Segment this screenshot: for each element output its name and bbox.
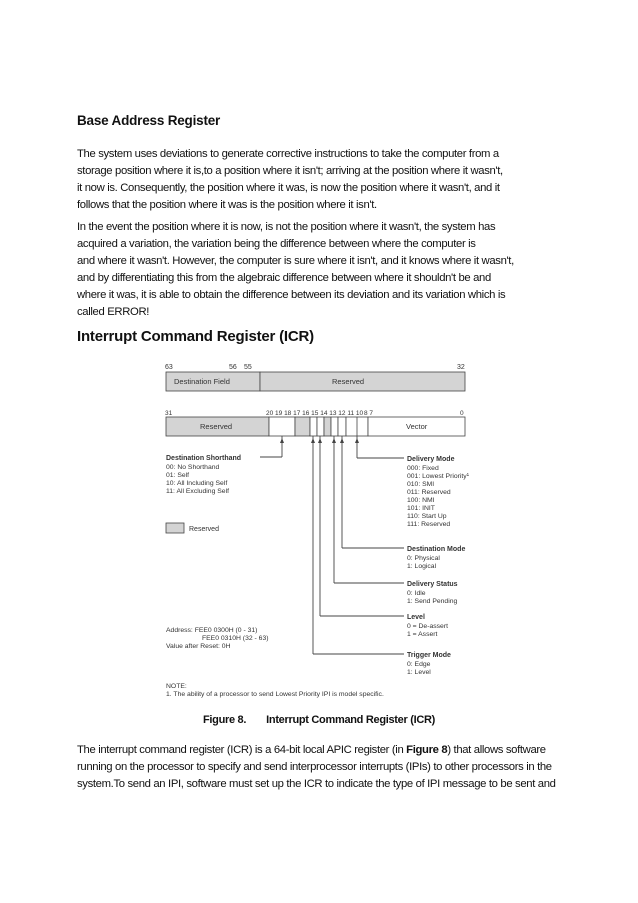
- note-text: 1. The ability of a processor to send Lowest Priority IPI is model specific.: [166, 691, 384, 698]
- bit-label-56: 56: [229, 364, 237, 371]
- text-line: called ERROR!: [77, 306, 150, 318]
- bit-labels-8-7: 8 7: [364, 410, 374, 417]
- bit-labels-mid: 20 19 18 17 16 15 14 13 12 11 10: [266, 410, 364, 417]
- section-heading-icr: Interrupt Command Register (ICR): [77, 328, 314, 345]
- bit-label-55: 55: [244, 364, 252, 371]
- icr-register-diagram: [160, 358, 480, 710]
- text-line: it now is. Consequently, the position where it was, is now the position where it wasn't, and it: [77, 182, 500, 194]
- bit-19-18-box: [269, 417, 295, 436]
- delivery-status-item: 0: Idle: [407, 590, 426, 597]
- bit-15-box: [310, 417, 317, 436]
- bit-label-63: 63: [165, 364, 173, 371]
- text-fragment: The interrupt command register (ICR) is a 64-bit local APIC register (in: [77, 744, 407, 756]
- delivery-mode-item: 100: NMI: [407, 497, 435, 504]
- text-line: [77, 742, 567, 759]
- text-line: running on the processor to specify and send interprocessor interrupts (IPIs) to other processors in the: [77, 761, 552, 773]
- destination-shorthand-item: 01: Self: [166, 472, 190, 479]
- delivery-mode-item: 111: Reserved: [407, 521, 451, 528]
- destination-field-label: Destination Field: [174, 377, 230, 386]
- delivery-mode-item: 010: SMI: [407, 481, 435, 488]
- destination-shorthand-item: 11: All Excluding Self: [166, 488, 229, 495]
- legend-reserved-swatch: [166, 523, 184, 533]
- trigger-mode-item: 1: Level: [407, 669, 431, 676]
- bit-14-box: [317, 417, 324, 436]
- text-fragment: ) that allows software: [447, 744, 546, 756]
- bit-label-32: 32: [457, 364, 465, 371]
- bit-12-box: [331, 417, 338, 436]
- upper-reserved-label: Reserved: [332, 377, 365, 386]
- trigger-mode-title: Trigger Mode: [407, 652, 451, 659]
- destination-mode-item: 0: Physical: [407, 555, 440, 562]
- figure-caption-label: Figure 8.: [202, 714, 247, 726]
- bit-17-16-box: [295, 417, 310, 436]
- text-line: follows that the position where it was is the position where it isn't.: [77, 199, 377, 211]
- address-line-2: FEE0 0310H (32 - 63): [202, 635, 269, 642]
- destination-shorthand-item: 10: All Including Self: [166, 480, 228, 487]
- legend-reserved-label: Reserved: [189, 526, 219, 533]
- delivery-mode-item: 000: Fixed: [407, 465, 439, 472]
- text-line: storage position where it is,to a position where it isn't; arriving at the position where it wasn't,: [77, 165, 503, 177]
- delivery-mode-item: 110: Start Up: [407, 513, 447, 520]
- lower-reserved-label: Reserved: [200, 422, 233, 431]
- text-line: and where it wasn't. However, the computer is sure where it isn't, and it knows where it wasn't,: [77, 255, 514, 267]
- destination-mode-item: 1: Logical: [407, 563, 437, 570]
- figure-reference: Figure 8: [406, 744, 448, 756]
- text-line: acquired a variation, the variation being the difference between where the computer is: [77, 238, 476, 250]
- text-line: where it was, it is able to obtain the difference between its deviation and its variation which is: [77, 289, 506, 301]
- figure-caption: [0, 714, 638, 726]
- delivery-mode-title: Delivery Mode: [407, 456, 455, 463]
- paragraph-deviation: [77, 146, 567, 214]
- destination-mode-title: Destination Mode: [407, 546, 466, 553]
- address-line-1: Address: FEE0 0300H (0 - 31): [166, 627, 258, 634]
- note-title: NOTE:: [166, 683, 187, 690]
- bit-11-box: [338, 417, 346, 436]
- delivery-status-title: Delivery Status: [407, 581, 458, 588]
- delivery-mode-item: 101: INIT: [407, 505, 435, 512]
- text-line: and by differentiating this from the algebraic difference between where it shouldn't be and: [77, 272, 491, 284]
- paragraph-variation: [77, 219, 567, 321]
- text-line: The system uses deviations to generate corrective instructions to take the computer from a: [77, 148, 499, 160]
- level-item: 0 = De-assert: [407, 623, 448, 630]
- section-heading-base-address-register: Base Address Register: [77, 113, 221, 128]
- destination-shorthand-item: 00: No Shorthand: [166, 464, 220, 471]
- bit-label-31: 31: [165, 410, 173, 417]
- figure-caption-text: Interrupt Command Register (ICR): [266, 714, 435, 726]
- bit-label-0: 0: [460, 410, 464, 417]
- delivery-mode-item: 001: Lowest Priority¹: [407, 473, 469, 480]
- bit-13-box: [324, 417, 331, 436]
- trigger-mode-item: 0: Edge: [407, 661, 431, 668]
- level-item: 1 = Assert: [407, 631, 438, 638]
- address-line-3: Value after Reset: 0H: [166, 643, 231, 650]
- text-line: system.To send an IPI, software must set up the ICR to indicate the type of IPI message to be sent and: [77, 778, 556, 790]
- vector-label: Vector: [406, 422, 428, 431]
- delivery-status-item: 1: Send Pending: [407, 598, 458, 605]
- delivery-mode-item: 011: Reserved: [407, 489, 451, 496]
- paragraph-icr-description: [77, 742, 567, 793]
- text-line: In the event the position where it is now, is not the position where it wasn't, the system has: [77, 221, 496, 233]
- destination-shorthand-title: Destination Shorthand: [166, 455, 242, 462]
- level-title: Level: [407, 614, 425, 621]
